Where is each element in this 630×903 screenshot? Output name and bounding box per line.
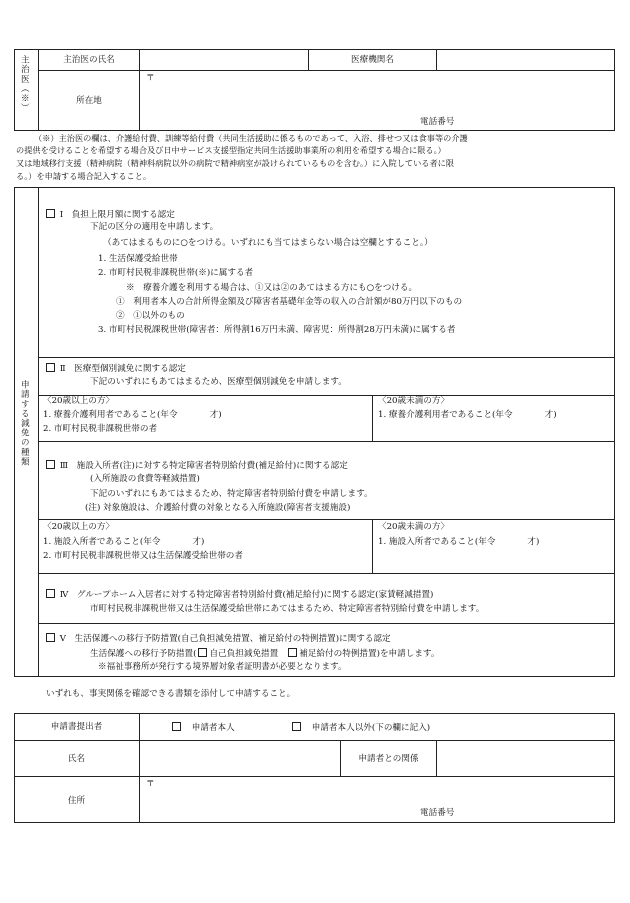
section-3-over20-header: 〈20歳以上の方〉 — [43, 522, 115, 532]
institution-field[interactable] — [438, 51, 613, 69]
section-5-checkbox[interactable] — [46, 633, 55, 642]
doctor-address-field[interactable] — [141, 72, 613, 112]
attach-note: いずれも、事実関係を確認できる書類を添付して申請すること。 — [46, 689, 296, 699]
section-3-sub: (入所施設の食費等軽減措置) — [90, 474, 200, 484]
doctor-side-label: 主治医（※） — [19, 55, 30, 113]
submitter-name-field[interactable] — [141, 742, 338, 774]
section-1-title: Ⅰ 負担上限月額に関する認定 — [46, 209, 175, 220]
section-5-note: ※福祉事務所が発行する境界層対象者証明書が必要となります。 — [98, 662, 347, 672]
section-2-checkbox[interactable] — [46, 363, 55, 372]
submitter-self-checkbox[interactable] — [172, 722, 181, 731]
section-3-title: Ⅲ 施設入所者(注)に対する特定障害者特別給付費(補足給付)に関する認定 — [46, 460, 348, 471]
section-3-under20-age-suffix: 才) — [527, 537, 540, 547]
section-3-desc: 下記のいずれにもあてはまるため、特定障害者特別給付費を申請します。 — [90, 489, 373, 499]
submitter-postal-mark: 〒 — [146, 779, 155, 789]
doctor-postal-mark: 〒 — [146, 73, 155, 83]
section-2-desc: 下記のいずれにもあてはまるため、医療型個別減免を申請します。 — [90, 377, 347, 387]
section-3-over20-item-1[interactable]: 1. 施設入所者であること(年令 才) — [43, 537, 205, 547]
section-3-over20-item-2[interactable]: 2. 市町村民税非課税世帯又は生活保護受給世帯の者 — [43, 551, 243, 561]
section-2-over20-item-2[interactable]: 2. 市町村民税非課税世帯の者 — [43, 424, 158, 434]
submitter-option-other[interactable]: 申請者本人以外(下の欄に記入) — [292, 722, 430, 733]
submitter-phone-label: 電話番号 — [420, 808, 455, 818]
section-5-desc: 生活保護への移行予防措置( 自己負担減免措置 補足給付の特例措置)を申請します。 — [90, 649, 440, 659]
submitter-option-self[interactable]: 申請者本人 — [172, 722, 235, 733]
reduction-side-label: 申請する減免の種類 — [19, 380, 30, 467]
self-burden-checkbox[interactable] — [198, 648, 207, 657]
section-1-item-2[interactable]: 2. 市町村民税非課税世帯(※)に属する者 — [98, 268, 254, 278]
section-2-under20-item-1[interactable]: 1. 療養介護利用者であること(年令 才) — [378, 410, 557, 420]
section-2-over20-item-1[interactable]: 1. 療養介護利用者であること(年令 才) — [43, 410, 222, 420]
section-3-over20-age-suffix: 才) — [192, 537, 205, 547]
section-5-title: Ⅴ 生活保護への移行予防措置(自己負担減免措置、補足給付の特例措置)に関する認定 — [46, 633, 391, 644]
special-supplement-checkbox[interactable] — [288, 648, 297, 657]
section-1-sub-1[interactable]: ① 利用者本人の合計所得金額及び障害者基礎年金等の収入の合計額が80万円以下のもの — [116, 297, 463, 307]
section-1-note: ※ 療養介護を利用する場合は、①又は②のあてはまる方にも○をつける。 — [126, 283, 418, 293]
doctor-name-field[interactable] — [141, 51, 306, 69]
section-4-checkbox[interactable] — [46, 589, 55, 598]
section-1-checkbox[interactable] — [46, 209, 55, 218]
section-3-under20-header: 〈20歳未満の方〉 — [378, 522, 450, 532]
institution-label: 医療機関名 — [351, 55, 394, 65]
submitter-phone-field[interactable] — [470, 806, 613, 821]
section-3-checkbox[interactable] — [46, 460, 55, 469]
section-1-paren: （あてはまるものに○をつける。いずれにも当てはまらない場合は空欄とすること。） — [103, 238, 433, 248]
doctor-phone-label: 電話番号 — [420, 117, 455, 127]
note-line-2: の提供を受けることを希望する場合及び日中サービス支援型指定共同生活援助事業所の利用を希望する場合に限る。） — [16, 145, 446, 155]
submitter-name-label: 氏名 — [67, 754, 86, 764]
note-line-4: る。）を申請する場合記入すること。 — [16, 171, 152, 181]
section-2-title: Ⅱ 医療型個別減免に関する認定 — [46, 363, 186, 374]
section-3-under20-item-1[interactable]: 1. 施設入所者であること(年令 才) — [378, 537, 540, 547]
note-line-3: 又は地域移行支援（精神病院（精神科病院以外の病院で精神病室が設けられているものを含む。）に入院している者に限 — [16, 158, 455, 168]
section-4-title: Ⅳ グループホーム入居者に対する特定障害者特別給付費(補足給付)に関する認定(家賃軽減措置) — [46, 589, 433, 600]
section-4-desc: 市町村民税非課税世帯又は生活保護受給世帯にあてはまるため、特定障害者特別給付費を申請します。 — [90, 604, 485, 614]
relation-field[interactable] — [438, 742, 613, 774]
submitter-address-label: 住所 — [67, 796, 86, 806]
section-1-item-1[interactable]: 1. 生活保護受給世帯 — [98, 254, 178, 264]
section-3-note: (注) 対象施設は、介護給付費の対象となる入所施設(障害者支援施設) — [85, 503, 351, 513]
section-2-over20-header: 〈20歳以上の方〉 — [43, 396, 115, 406]
section-1-item-3[interactable]: 3. 市町村民税課税世帯(障害者：所得割16万円未満、障害児：所得割28万円未満)に属する者 — [98, 325, 456, 335]
doctor-name-label: 主治医の氏名 — [63, 55, 115, 65]
doctor-phone-field[interactable] — [470, 114, 613, 130]
submitter-label: 申請書提出者 — [50, 722, 103, 732]
section-1-intro: 下記の区分の適用を申請します。 — [90, 222, 219, 232]
note-line-1: （※）主治医の欄は、介護給付費、訓練等給付費（共同生活援助に係るものであって、入浴、排せつ又は食事等の介護 — [34, 133, 468, 143]
doctor-address-label: 所在地 — [76, 96, 102, 106]
relation-label: 申請者との関係 — [358, 754, 419, 764]
section-2-under20-age-suffix: 才) — [544, 410, 557, 420]
section-2-under20-header: 〈20歳未満の方〉 — [378, 396, 450, 406]
section-1-sub-2[interactable]: ② ①以外のもの — [116, 311, 185, 321]
section-2-over20-age-suffix: 才) — [209, 410, 222, 420]
submitter-other-checkbox[interactable] — [292, 722, 301, 731]
submitter-address-field[interactable] — [141, 778, 613, 804]
